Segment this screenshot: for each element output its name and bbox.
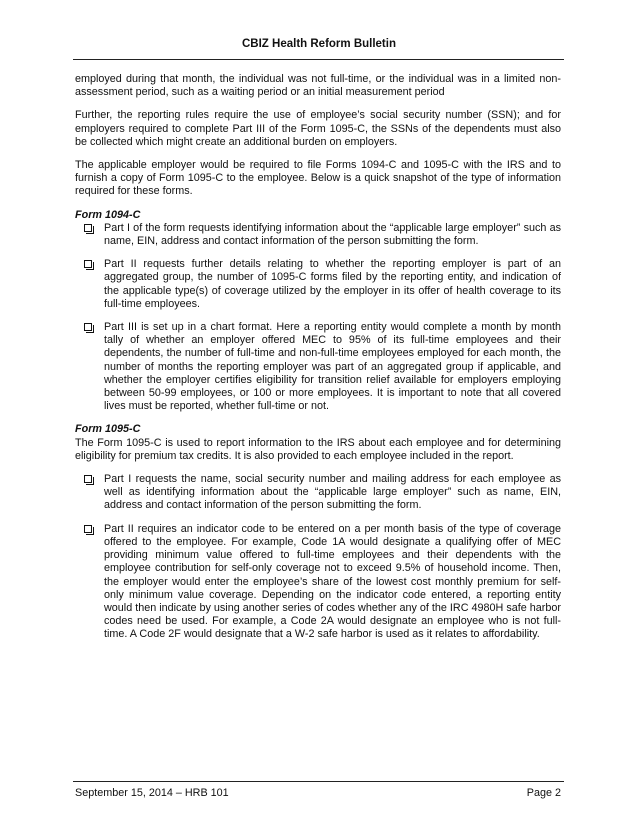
list-item [75,523,561,642]
page-number: Page 2 [526,787,561,799]
footer-rule [73,781,564,782]
list-item-text: Part II requests further details relating to whether the reporting employer is part of an aggregated group, the number of 1095-C forms filed by the reporting entity, and indication of the applicable type(s) of coverage utilized by the employer in its offer of health coverage to its full-time employees. [104,258,561,310]
form-1095c-intro: The Form 1095-C is used to report information to the IRS about each employee and for determining eligibility for premium tax credits. It is also provided to each employee included in the report. [75,436,561,462]
list-item [75,258,561,311]
checkbox-icon [84,525,92,533]
list-item-text: Part I requests the name, social security number and mailing address for each employee as well as identifying information about the “applicable large employer” such as name, EIN, address and contact information of the person submitting the form. [104,473,561,512]
list-item-text: Part I of the form requests identifying information about the “applicable large employer” such as name, EIN, address and contact information of the person submitting the form. [104,221,561,248]
bulletin-title: CBIZ Health Reform Bulletin [242,38,396,50]
header-rule [73,59,564,60]
page-body [75,73,561,652]
list-item [75,222,561,248]
intro-paragraph-3: The applicable employer would be required to file Forms 1094-C and 1095-C with the IRS and to furnish a copy of Form 1095-C to the employee. Below is a quick snapshot of the type of information required for these forms. [75,159,561,198]
form-1094c-list [75,222,561,414]
intro-paragraph-2: Further, the reporting rules require the use of employee’s social security number (SSN); and for employers required to complete Part III of the Form 1095-C, the SSNs of the dependents must also be collected which might create an additional burden on employers. [75,109,561,148]
checkbox-icon [84,475,92,483]
list-item [75,321,561,413]
form-1095c-heading: Form 1095-C [75,423,141,436]
intro-paragraph-1: employed during that month, the individual was not full-time, or the individual was in a limited non-assessment period, such as a waiting period or an initial measurement period [75,73,561,99]
footer-date: September 15, 2014 – HRB 101 [75,787,229,799]
list-item-text: Part III is set up in a chart format. Here a reporting entity would complete a month by month tally of whether an employer offered MEC to 95% of its full-time employees and their dependents, the number of full-time and non-full-time employees employed for each month, the number of months the reporting employer was part of an aggregated group if applicable, and whether the employer certifies eligibility for transition relief available for employers employing between 50-99 employees, or 100 or more employees. It is important to note that all covered lives must be reported, whether full-time or not. [104,321,561,413]
checkbox-icon [84,323,92,331]
form-1095c-list [75,473,561,641]
list-item-text: Part II requires an indicator code to be entered on a per month basis of the type of coverage offered to the employee. For example, Code 1A would designate a qualifying offer of MEC providing minimum value offered to full-time employees and their dependents with the employee contribution for self-only coverage not to exceed 9.5% of household income. Then, the employer would enter the employee’s share of the lowest cost monthly premium for self-only minimum value coverage. Depending on the indicator code entered, a reporting entity would then indicate by using another series of codes whether any of the IRC 4980H safe harbor codes need be used. For example, a Code 2A would designate an employee who is not full-time. A Code 2F would designate that a W-2 safe harbor is used as it relates to affordability. [104,522,561,641]
form-1094c-heading: Form 1094-C [75,208,141,221]
checkbox-icon [84,224,92,232]
checkbox-icon [84,260,92,268]
list-item [75,473,561,513]
